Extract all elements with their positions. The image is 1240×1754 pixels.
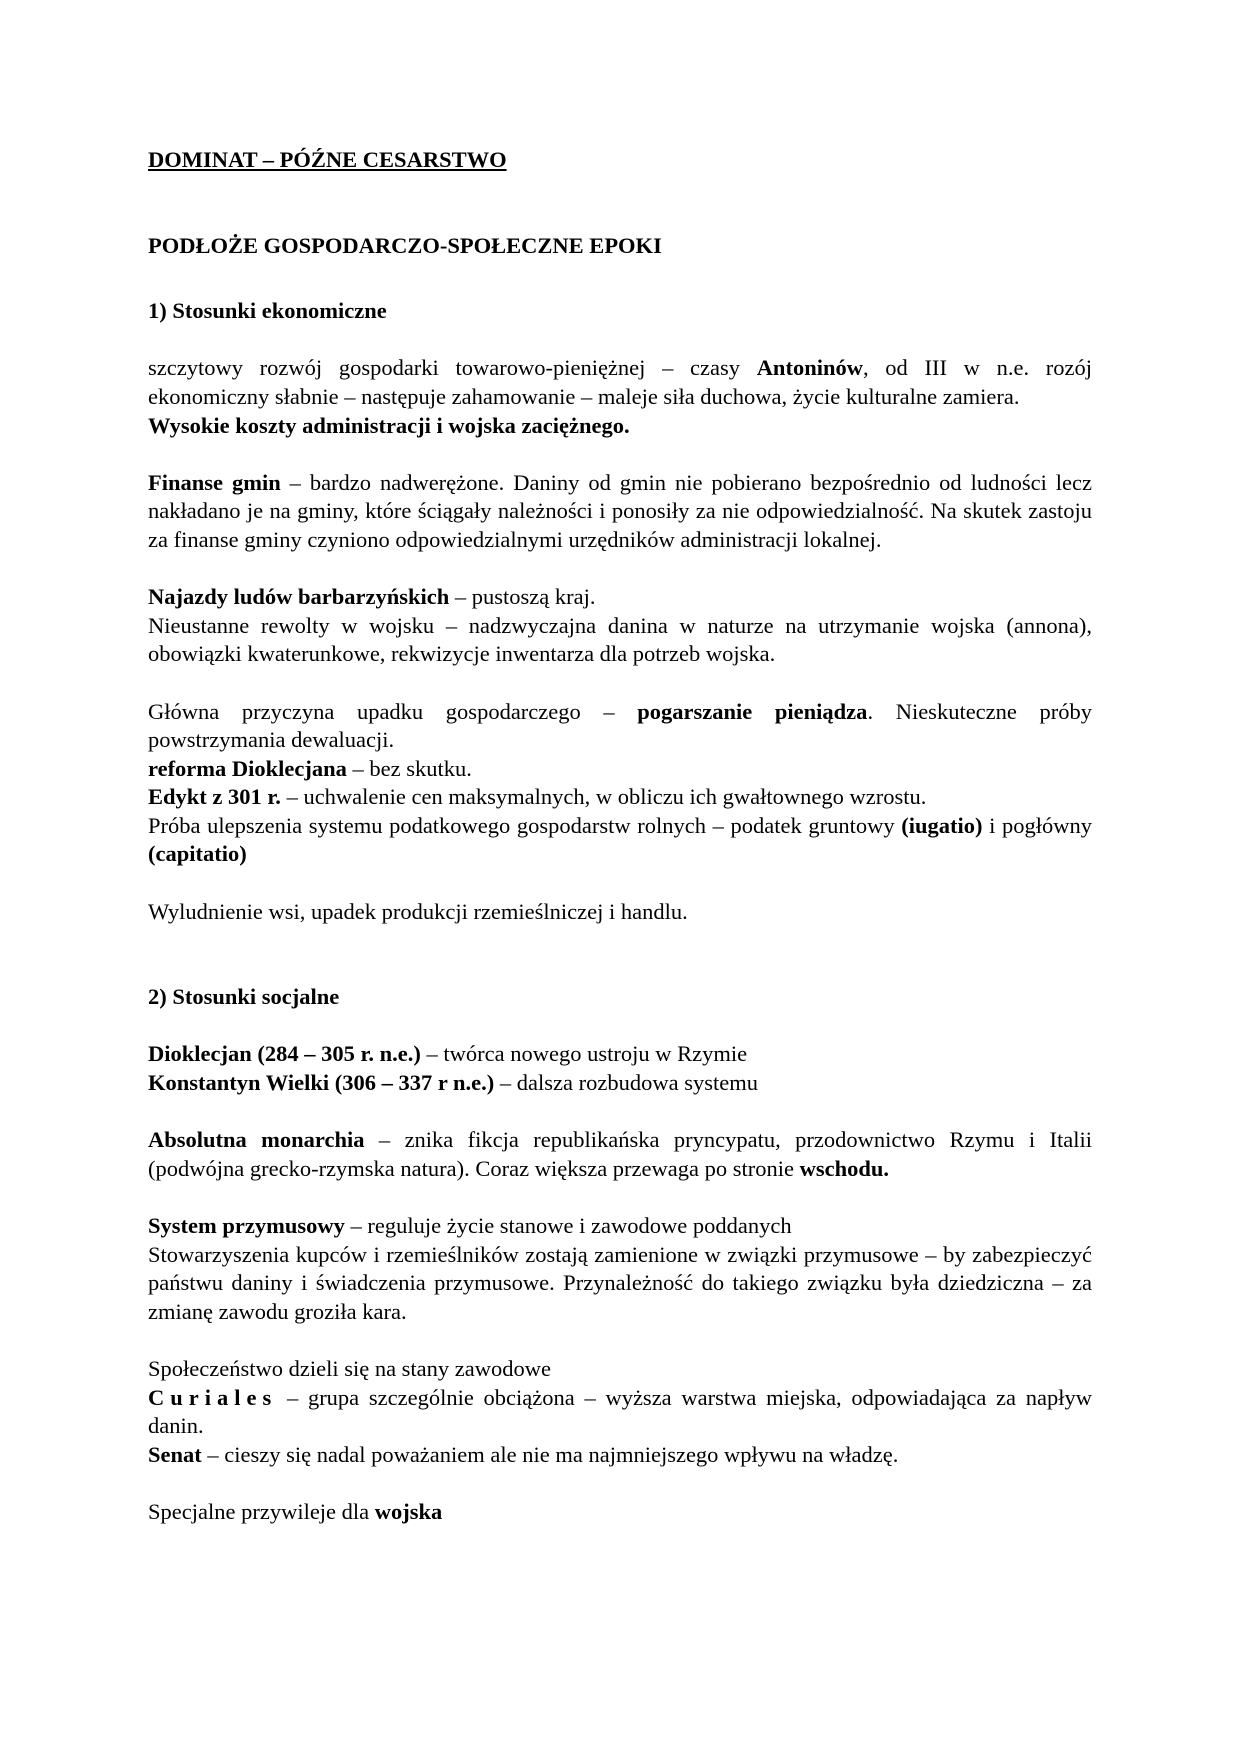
text-run: – uchwalenie cen maksymalnych, w obliczu ich gwałtownego wzrostu. [280,784,927,810]
section-title: PODŁOŻE GOSPODARCZO-SPOŁECZNE EPOKI [148,232,662,258]
bold-run: (iugatio) [901,812,983,838]
paragraph-edict-301 [148,783,1092,812]
text-run: – pustoszą kraj. [449,584,596,610]
bold-run: wschodu. [799,1155,890,1181]
bold-run: (capitatio) [148,841,247,867]
bold-run: Senat [148,1441,202,1467]
text-run: . Nieskuteczne próby powstrzymania dewaluacji. [148,698,1093,753]
paragraph-barbarian-invasions [148,583,1092,612]
bold-run: reforma Dioklecjana [148,755,347,781]
bold-run: Absolutna monarchia [148,1127,365,1153]
paragraph-senate [148,1441,1092,1470]
text-run: Próba ulepszenia systemu podatkowego gospodarstw rolnych – podatek gruntowy [148,812,902,838]
paragraph-municipal-finance [148,469,1092,555]
paragraph-army-privileges [148,1498,1092,1527]
text-run: – dalsza rozbudowa systemu [494,1070,758,1096]
text-run: szczytowy rozwój gospodarki towarowo-pieniężnej – czasy [148,355,757,381]
bold-run: Edykt z 301 r. [148,784,281,810]
document-title: DOMINAT – PÓŹNE CESARSTWO [148,147,507,172]
bold-run: Wysokie koszty administracji i wojska zaciężnego. [148,412,630,438]
paragraph-society-estates: Społeczeństwo dzieli się na stany zawodowe [148,1355,552,1381]
bold-run: pogarszanie pieniądza [637,698,868,724]
text-run: – twórca nowego ustroju w Rzymie [420,1041,748,1067]
bold-run: Dioklecjan (284 – 305 r. n.e.) [148,1041,421,1067]
bold-run: Antoninów [756,355,863,381]
heading-social-relations: 2) Stosunki socjalne [148,984,340,1010]
paragraph-associations: Stowarzyszenia kupców i rzemieślników zostają zamienione w związki przymusowe – by zabezpieczyć państwu daniny i świadczenia przymusowe. Przynależność do takiego związku była dziedziczna – za zmianę zawodu groziła kara. [148,1241,1092,1324]
text-run: Specjalne przywileje dla [148,1498,375,1524]
bold-run: Konstantyn Wielki (306 – 337 r n.e.) [148,1070,495,1096]
paragraph-compulsory-system [148,1212,1092,1241]
paragraph-economic-growth [148,354,1092,411]
bold-run: System przymusowy [148,1213,345,1238]
paragraph-main-cause [148,698,1092,755]
paragraph-curiales [148,1384,1092,1441]
bold-run: wojska [374,1498,443,1524]
paragraph-constantine [148,1069,1092,1098]
bold-run: Najazdy ludów barbarzyńskich [148,584,450,610]
paragraph-depopulation: Wyludnienie wsi, upadek produkcji rzemieślniczej i handlu. [148,898,688,924]
document-content [148,146,1092,1527]
heading-economic-relations: 1) Stosunki ekonomiczne [148,298,387,324]
paragraph-high-costs [148,412,1092,441]
text-run: – reguluje życie stanowe i zawodowe poddanych [344,1213,792,1238]
text-run: – znika fikcja republikańska pryncypatu, przodownictwo Rzymu i Italii (podwójna grecko-rzymska natura). Coraz większa przewaga po stronie [148,1127,1092,1181]
text-run: – grupa szczególnie obciążona – wyższa warstwa miejska, odpowiadająca za napływ danin. [148,1384,1092,1439]
text-run: Główna przyczyna upadku gospodarczego – [148,698,638,724]
text-run: i pogłówny [982,812,1092,838]
paragraph-tax-reform [148,812,1092,869]
bold-run: Curiales [148,1384,278,1410]
paragraph-diocletian-reform [148,755,1092,784]
paragraph-diocletian [148,1040,1092,1069]
paragraph-army-revolts: Nieustanne rewolty w wojsku – nadzwyczajna danina w naturze na utrzymanie wojska (annona), obowiązki kwaterunkowe, rekwizycje inwentarza dla potrzeb wojska. [148,612,1092,667]
text-run: – bez skutku. [346,755,472,781]
bold-run: Finanse gmin [148,469,281,495]
text-run: – bardzo nadwerężone. Daniny od gmin nie pobierano bezpośrednio od ludności lecz nakładano je na gminy, które ściągały należności i ponosiły za nie odpowiedzialność. Na skutek zastoju za finanse gminy czyniono odpowiedzialnymi urzędników administracji lokalnej. [148,469,1092,552]
text-run: , od III w n.e. rozój ekonomiczny słabnie – następuje zahamowanie – maleje siła duchowa, życie kulturalne zamiera. [148,355,1092,409]
text-run: – cieszy się nadal poważaniem ale nie ma najmniejszego wpływu na władzę. [201,1441,899,1467]
paragraph-absolute-monarchy [148,1126,1092,1183]
